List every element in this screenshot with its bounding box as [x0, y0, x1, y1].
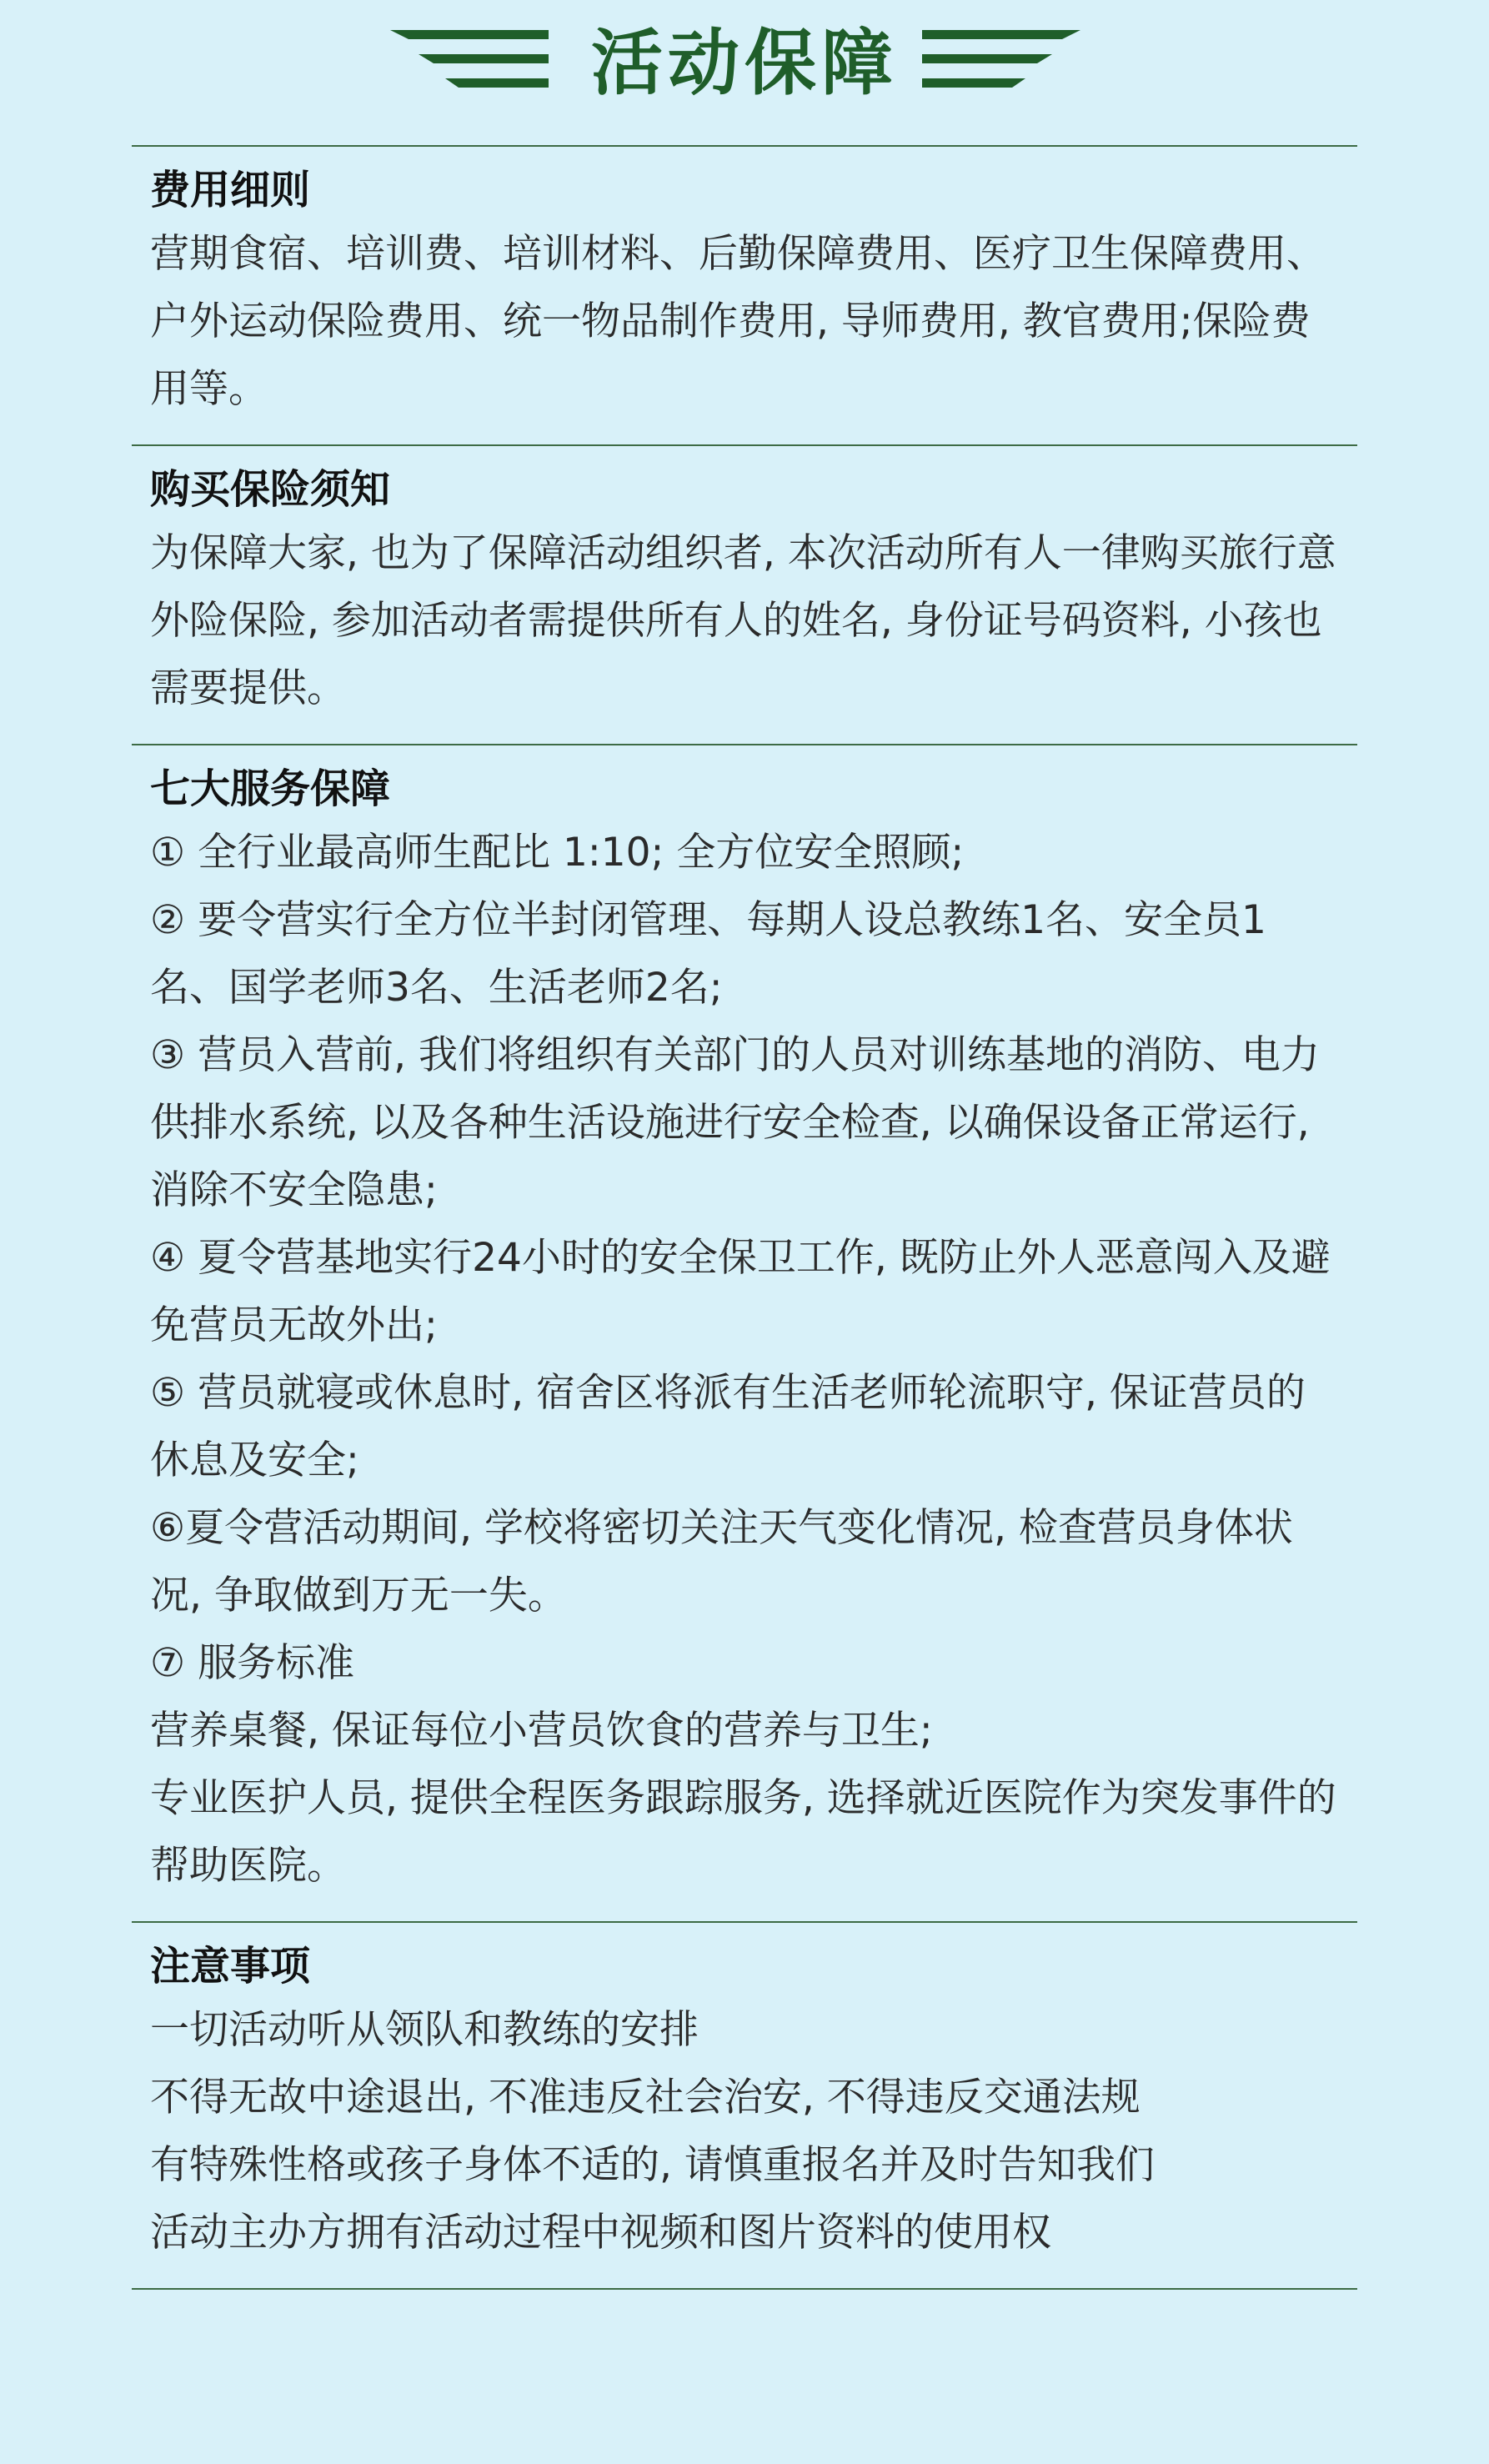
list-item: 不得无故中途退出, 不准违反社会治安, 不得违反交通法规: [150, 2075, 1141, 2120]
section-title: 购买保险须知: [150, 466, 391, 513]
list-item: 营养桌餐, 保证每位小营员饮食的营养与卫生;: [150, 1708, 933, 1754]
list-item: ③ 营员入营前, 我们将组织有关部门的人员对训练基地的消防、电力供排水系统, 以及各种生活设施进行安全检查, 以确保设备正常运行, 消除不安全隐患;: [150, 1032, 1320, 1213]
list-item: 专业医护人员, 提供全程医务跟踪服务, 选择就近医院作为突发事件的帮助医院。: [150, 1775, 1336, 1889]
section-title: 费用细则: [150, 167, 311, 213]
list-item: 有特殊性格或孩子身体不适的, 请慎重报名并及时告知我们: [150, 2142, 1155, 2188]
section-title: 注意事项: [150, 1943, 311, 1990]
divider: [132, 2288, 1357, 2290]
section-text: 营期食宿、培训费、培训材料、后勤保障费用、医疗卫生保障费用、户外运动保险费用、统一物品制作费用, 导师费用, 教官费用;保险费用等。: [150, 231, 1326, 412]
list-item: 活动主办方拥有活动过程中视频和图片资料的使用权: [150, 2210, 1051, 2256]
section-text: 为保障大家, 也为了保障活动组织者, 本次活动所有人一律购买旅行意外险保险, 参加活动者需提供所有人的姓名, 身份证号码资料, 小孩也需要提供。: [150, 530, 1336, 711]
list-item: 一切活动听从领队和教练的安排: [150, 2007, 699, 2053]
content-area: [132, 145, 1357, 2290]
page-title: 活动保障: [591, 22, 898, 105]
section-fees: [132, 147, 1357, 444]
list-item: ② 要令营实行全方位半封闭管理、每期人设总教练1名、安全员1名、国学老师3名、生活老师2名;: [150, 897, 1266, 1011]
section-insurance: [132, 446, 1357, 744]
section-service-guarantees: [132, 745, 1357, 1921]
section-notes: [132, 1923, 1357, 2288]
section-title: 七大服务保障: [150, 765, 391, 812]
list-item: ⑥夏令营活动期间, 学校将密切关注天气变化情况, 检查营员身体状况, 争取做到万无一失。: [150, 1505, 1293, 1618]
right-stripes-decoration: [917, 30, 1080, 90]
list-item: ④ 夏令营基地实行24小时的安全保卫工作, 既防止外人恶意闯入及避免营员无故外出;: [150, 1235, 1331, 1348]
list-item: ① 全行业最高师生配比 1:10; 全方位安全照顾;: [150, 830, 965, 876]
page-header: [0, 18, 1489, 110]
list-item: ⑦ 服务标准: [150, 1640, 355, 1686]
list-item: ⑤ 营员就寝或休息时, 宿舍区将派有生活老师轮流职守, 保证营员的休息及安全;: [150, 1370, 1306, 1483]
